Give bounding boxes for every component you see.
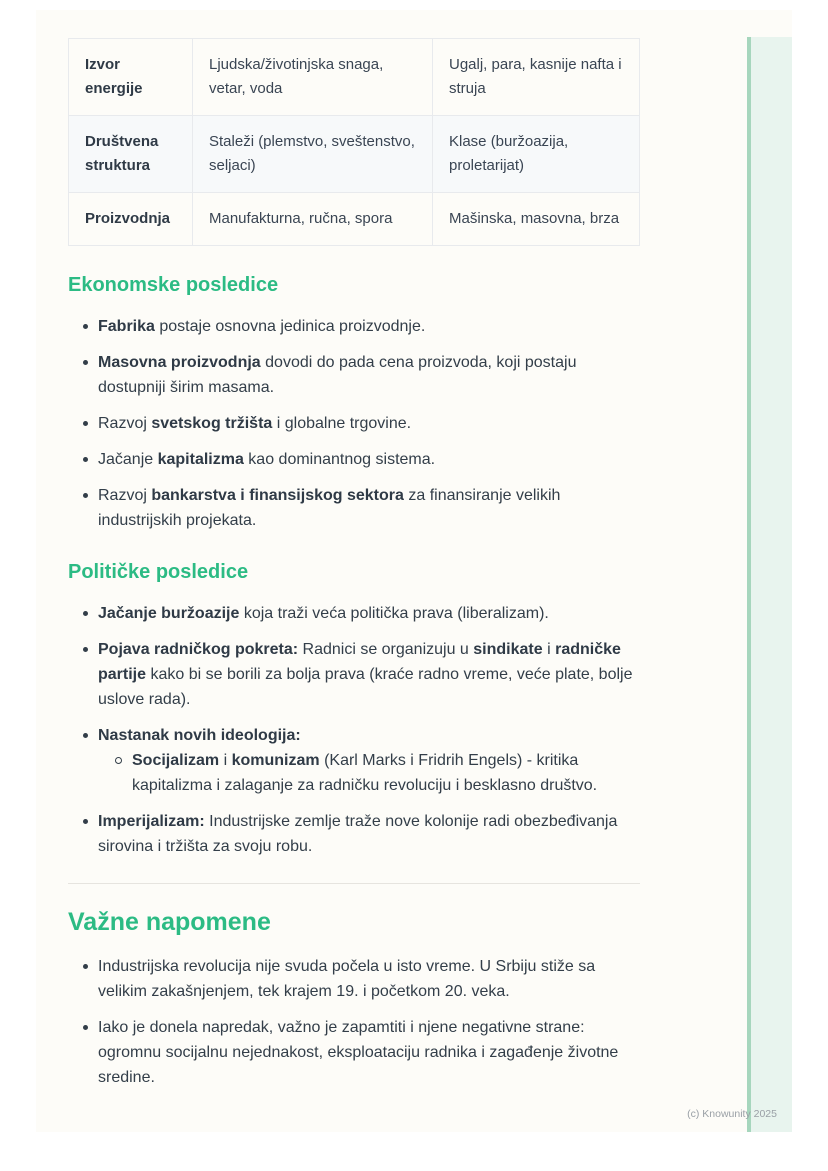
table-cell: Ljudska/životinjska snaga, vetar, voda bbox=[193, 39, 433, 116]
bullet-list-politicke-posledice bbox=[68, 601, 640, 859]
text: kako bi se borili za bolja prava (kraće radno vreme, veće plate, bolje uslove rada). bbox=[98, 666, 633, 708]
table-row bbox=[69, 193, 640, 246]
list-item bbox=[68, 483, 640, 533]
list-item bbox=[68, 954, 640, 1004]
bold-text: komunizam bbox=[231, 752, 320, 769]
list-item bbox=[68, 1015, 640, 1090]
text: (Karl Marks i Fridrih Engels) - kritika kapitalizma i zalaganje za radničku revoluciju i besklasno društvo. bbox=[132, 752, 598, 794]
section-heading-ekonomske-posledice: Ekonomske posledice bbox=[68, 274, 279, 296]
table-row bbox=[69, 116, 640, 193]
bold-text: svetskog tržišta bbox=[151, 415, 273, 432]
text: za finansiranje velikih industrijskih projekata. bbox=[98, 487, 561, 529]
section-heading-politicke-posledice: Političke posledice bbox=[68, 561, 249, 583]
document-page bbox=[36, 10, 792, 1132]
bullet-list-vazne-napomene bbox=[68, 954, 640, 1090]
table-row bbox=[69, 39, 640, 116]
text: koja traži veća politička prava (liberalizam). bbox=[239, 605, 549, 622]
table-cell: Manufakturna, ručna, spora bbox=[193, 193, 433, 246]
text: postaje osnovna jedinica proizvodnje. bbox=[154, 318, 426, 335]
text: Iako je donela napredak, važno je zapamtiti i njene negativne strane: ogromnu socijalnu nejednakost, eksploataciju radnika i zagađenje životne sredine. bbox=[98, 1019, 619, 1086]
bold-text: Socijalizam bbox=[132, 752, 220, 769]
list-item bbox=[68, 350, 640, 400]
table-cell: Staleži (plemstvo, sveštenstvo, seljaci) bbox=[193, 116, 433, 193]
list-item bbox=[68, 809, 640, 859]
text: i bbox=[219, 752, 232, 769]
sub-list-item bbox=[106, 748, 640, 798]
text: Razvoj bbox=[98, 487, 152, 504]
document-sections bbox=[68, 272, 640, 1090]
list-item bbox=[68, 637, 640, 712]
list-item bbox=[68, 411, 640, 436]
text: Jačanje bbox=[98, 451, 158, 468]
comparison-table bbox=[68, 38, 640, 246]
table-cell: Klase (buržoazija, proletarijat) bbox=[433, 116, 640, 193]
row-header: Izvor energije bbox=[69, 39, 193, 116]
table-cell: Mašinska, masovna, brza bbox=[433, 193, 640, 246]
list-item bbox=[68, 723, 640, 798]
bullet-list-ekonomske-posledice bbox=[68, 314, 640, 533]
text: kao dominantnog sistema. bbox=[243, 451, 436, 468]
bold-text: Masovna proizvodnja bbox=[98, 354, 261, 371]
bold-text: Nastanak novih ideologija: bbox=[98, 727, 301, 744]
document-content bbox=[68, 38, 640, 1101]
text: i globalne trgovine. bbox=[272, 415, 412, 432]
bold-text: Fabrika bbox=[98, 318, 155, 335]
bold-text: Imperijalizam: bbox=[98, 813, 205, 830]
list-item bbox=[68, 601, 640, 626]
sub-bullet-list bbox=[98, 748, 640, 798]
bold-text: sindikate bbox=[473, 641, 543, 658]
section-heading-vazne-napomene: Važne napomene bbox=[68, 908, 271, 936]
bold-text: kapitalizma bbox=[157, 451, 244, 468]
text: Razvoj bbox=[98, 415, 152, 432]
text: Industrijska revolucija nije svuda počela u isto vreme. U Srbiju stiže sa velikim zakašnjenjem, tek krajem 19. i početkom 20. veka. bbox=[98, 958, 596, 1000]
text: Industrijske zemlje traže nove kolonije radi obezbeđivanja sirovina i tržišta za svoju robu. bbox=[98, 813, 618, 855]
text: dovodi do pada cena proizvoda, koji postaju dostupniji širim masama. bbox=[98, 354, 577, 396]
bold-text: radničke partije bbox=[98, 641, 621, 683]
table-cell: Ugalj, para, kasnije nafta i struja bbox=[433, 39, 640, 116]
comparison-table-body bbox=[69, 39, 640, 246]
list-item bbox=[68, 447, 640, 472]
bold-text: Jačanje buržoazije bbox=[98, 605, 240, 622]
watermark: (c) Knowunity 2025 bbox=[687, 1108, 777, 1120]
text: i bbox=[542, 641, 556, 658]
list-item bbox=[68, 314, 640, 339]
bold-text: bankarstva i finansijskog sektora bbox=[151, 487, 404, 504]
section-divider bbox=[68, 883, 640, 884]
text: Radnici se organizuju u bbox=[298, 641, 474, 658]
accent-stripe bbox=[747, 37, 792, 1132]
bold-text: Pojava radničkog pokreta: bbox=[98, 641, 299, 658]
row-header: Društvena struktura bbox=[69, 116, 193, 193]
row-header: Proizvodnja bbox=[69, 193, 193, 246]
